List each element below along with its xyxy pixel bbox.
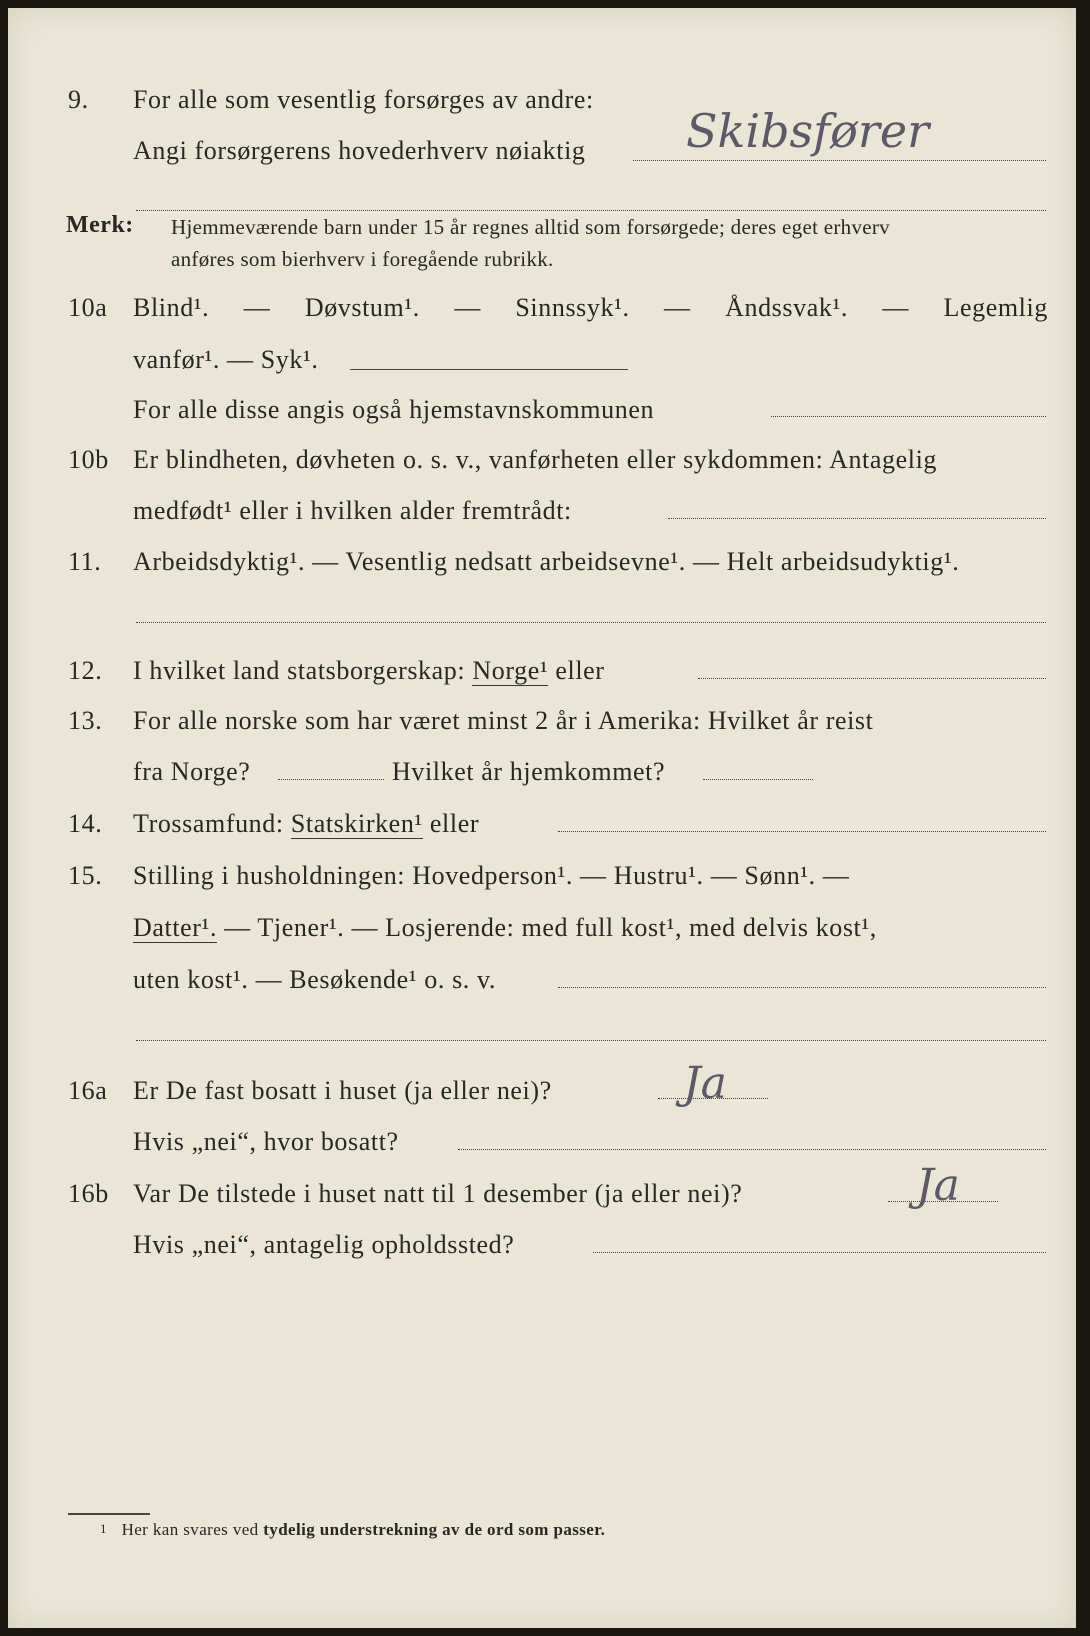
q13-hjemkommet: Hvilket år hjemkommet? — [392, 757, 666, 786]
q11-options[interactable]: Arbeidsdyktig¹. — Vesentlig nedsatt arbeidsevne¹. — Helt arbeidsudyktig¹. — [133, 547, 960, 576]
opt-dovstum[interactable]: Døvstum¹. — [304, 293, 420, 322]
q10a-number: 10a — [68, 293, 108, 322]
q12-number: 12. — [68, 656, 103, 685]
q16b-question-2: Hvis „nei“, antagelig opholdssted? — [133, 1230, 515, 1259]
opt-sinnssyk[interactable]: Sinnssyk¹. — [515, 293, 630, 322]
q10b-question-2: medfødt¹ eller i hvilken alder fremtrådt: — [133, 496, 572, 525]
q16b-number: 16b — [68, 1179, 109, 1208]
q10b-row-1 — [8, 445, 1076, 485]
q13-row-2 — [8, 757, 1076, 797]
q10b-answer-line[interactable] — [668, 518, 1046, 519]
q11-row — [8, 547, 1076, 587]
q15-row-3 — [8, 965, 1076, 1005]
q14-answer-line[interactable] — [558, 831, 1046, 832]
footnote-text-b: tydelig understrekning av de ord som passer. — [263, 1520, 606, 1539]
dash-3: — — [664, 293, 691, 322]
q12-prefix: I hvilket land statsborgerskap: — [133, 656, 466, 685]
q14-statskirken-underlined[interactable]: Statskirken¹ — [290, 809, 423, 838]
q14-suffix: eller — [429, 809, 480, 838]
q15-row-2 — [8, 913, 1076, 953]
q9-extra-line[interactable] — [136, 210, 1046, 211]
opt-legemlig[interactable]: Legemlig — [943, 293, 1048, 322]
q9-number: 9. — [68, 85, 89, 114]
q16b-opholdssted-line[interactable] — [593, 1252, 1046, 1253]
footnote-mark: 1 — [100, 1521, 107, 1536]
q12-norge-underlined[interactable]: Norge¹ — [472, 656, 549, 685]
q10a-row-1 — [8, 293, 1076, 333]
q16a-bosatt-line[interactable] — [458, 1149, 1046, 1150]
dash-2: — — [454, 293, 481, 322]
q9-question: For alle som vesentlig forsørges av andre: — [133, 85, 594, 114]
q11-extra-line[interactable] — [136, 622, 1046, 623]
q15-row-1 — [8, 861, 1076, 901]
q9-handwritten-answer: Skibsfører — [686, 104, 930, 158]
q13-question: For alle norske som har været minst 2 år i Amerika: Hvilket år reist — [133, 706, 874, 735]
q10a-row-2 — [8, 345, 1076, 385]
q12-suffix: eller — [555, 656, 605, 685]
merk-text-2: anføres som bierhverv i foregående rubrikk. — [171, 247, 554, 271]
q16a-question: Er De fast bosatt i huset (ja eller nei)? — [133, 1076, 552, 1105]
q9-answer-line[interactable] — [633, 160, 1046, 161]
q13-reist-line[interactable] — [278, 779, 384, 780]
q13-row-1 — [8, 706, 1076, 746]
q15-datter-underlined[interactable]: Datter¹. — [133, 913, 218, 942]
q14-question — [133, 809, 479, 839]
opt-blind[interactable]: Blind¹. — [133, 293, 210, 322]
q14-number: 14. — [68, 809, 103, 838]
q16a-row-1 — [8, 1076, 1076, 1116]
dash-1: — — [243, 293, 271, 322]
q16b-question: Var De tilstede i huset natt til 1 desember (ja eller nei)? — [133, 1179, 743, 1208]
q15-options-3[interactable]: uten kost¹. — Besøkende¹ o. s. v. — [133, 965, 497, 994]
q10a-options — [133, 293, 1048, 323]
q10a-hjemstavn-line[interactable] — [771, 416, 1046, 417]
q16a-handwritten-answer: Ja — [683, 1058, 727, 1109]
q10a-hjemstavn: For alle disse angis også hjemstavnskommunen — [133, 395, 655, 424]
q16b-handwritten-answer: Ja — [916, 1160, 960, 1211]
q12-question — [133, 656, 605, 686]
q16b-row-2 — [8, 1230, 1076, 1270]
q15-question[interactable]: Stilling i husholdningen: Hovedperson¹. — Hustru¹. — Sønn¹. — — [133, 861, 850, 890]
q13-reist: fra Norge? — [133, 757, 251, 786]
q16a-number: 16a — [68, 1076, 108, 1105]
footnote-text-a: Her kan svares ved — [121, 1520, 259, 1539]
q13-hjemkommet-line[interactable] — [703, 779, 813, 780]
q12-answer-line[interactable] — [698, 678, 1046, 679]
q13-number: 13. — [68, 706, 103, 735]
merk-label: Merk: — [66, 212, 134, 238]
q15-answer-line[interactable] — [558, 987, 1046, 988]
q10b-number: 10b — [68, 445, 109, 474]
q16a-question-2: Hvis „nei“, hvor bosatt? — [133, 1127, 399, 1156]
q15-options-rest[interactable]: — Tjener¹. — Losjerende: med full kost¹, med delvis kost¹, — [224, 913, 877, 942]
census-form-page — [8, 8, 1076, 1628]
footnote-separator — [68, 1513, 150, 1515]
q15-number: 15. — [68, 861, 103, 890]
q10b-row-2 — [8, 496, 1076, 536]
q14-row — [8, 809, 1076, 849]
q10a-vanfor-syk[interactable]: vanfør¹. — Syk¹. — [133, 345, 319, 374]
q10a-row-3 — [8, 395, 1076, 435]
q14-prefix: Trossamfund: — [133, 809, 284, 838]
q10a-syk-line[interactable] — [350, 369, 628, 370]
opt-andssvak[interactable]: Åndssvak¹. — [725, 293, 848, 322]
q10b-question: Er blindheten, døvheten o. s. v., vanførheten eller sykdommen: Antagelig — [133, 445, 937, 474]
dash-4: — — [882, 293, 910, 322]
q12-row — [8, 656, 1076, 696]
q9-question-2: Angi forsørgerens hovederhverv nøiaktig — [133, 136, 586, 165]
q15-extra-line[interactable] — [136, 1040, 1046, 1041]
footnote — [100, 1520, 605, 1540]
q11-number: 11. — [68, 547, 102, 576]
q15-options-2 — [133, 913, 877, 943]
merk-text-1: Hjemmeværende barn under 15 år regnes alltid som forsørgede; deres eget erhverv — [171, 215, 890, 239]
